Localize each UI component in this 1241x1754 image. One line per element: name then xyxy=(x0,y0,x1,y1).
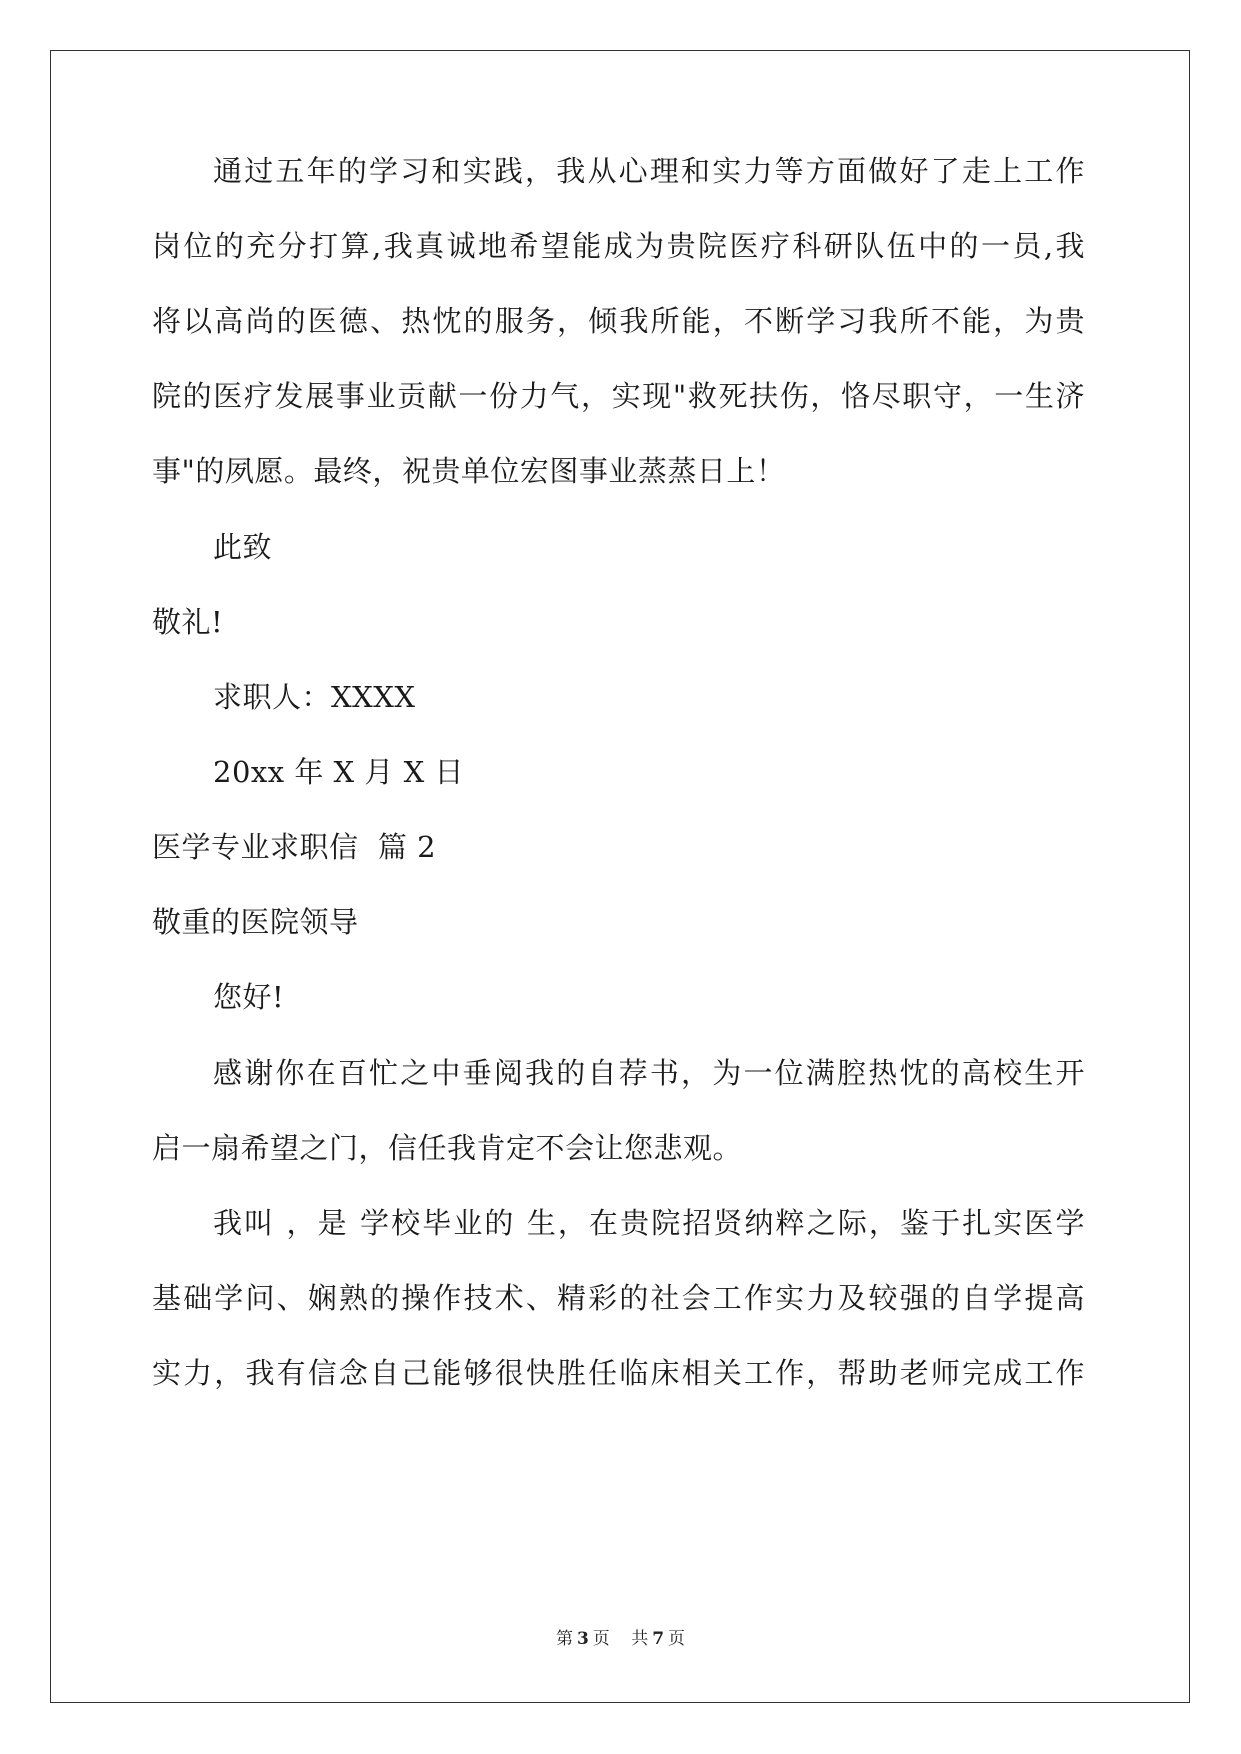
section-title: 医学专业求职信 篇 2 xyxy=(152,830,437,864)
paragraph-line: 院的医疗发展事业贡献一份力气，实现"救死扶伤，恪尽职守，一生济 xyxy=(152,379,1085,413)
salute-text: 敬礼! xyxy=(152,605,224,639)
page-total: 共 7 页 xyxy=(631,1629,686,1649)
page-footer xyxy=(0,1628,1241,1650)
paragraph-line: 实力，我有信念自己能够很快胜任临床相关工作，帮助老师完成工作 xyxy=(152,1356,1085,1390)
date-text: 20xx 年 X 月 X 日 xyxy=(213,755,464,789)
paragraph-line: 基础学问、娴熟的操作技术、精彩的社会工作实力及较强的自学提高 xyxy=(152,1281,1085,1315)
paragraph-line: 岗位的充分打算,我真诚地希望能成为贵院医疗科研队伍中的一员,我 xyxy=(152,229,1085,263)
paragraph-line: 感谢你在百忙之中垂阅我的自荐书，为一位满腔热忱的高校生开 xyxy=(213,1056,1085,1090)
greeting-text: 您好! xyxy=(213,980,285,1014)
closing-text: 此致 xyxy=(213,530,273,564)
paragraph-line: 事"的夙愿。最终，祝贵单位宏图事业蒸蒸日上！ xyxy=(152,454,786,488)
page-border xyxy=(50,50,1190,1703)
page-number: 第 3 页 xyxy=(555,1629,610,1649)
paragraph-line: 将以高尚的医德、热忱的服务，倾我所能，不断学习我所不能，为贵 xyxy=(152,304,1085,338)
paragraph-line: 启一扇希望之门，信任我肯定不会让您悲观。 xyxy=(152,1131,743,1165)
signature-text: 求职人：XXXX xyxy=(213,680,416,714)
paragraph-line: 通过五年的学习和实践，我从心理和实力等方面做好了走上工作 xyxy=(213,154,1085,188)
paragraph-line: 我叫 ，是 学校毕业的 生，在贵院招贤纳粹之际，鉴于扎实医学 xyxy=(213,1206,1085,1240)
recipient-text: 敬重的医院领导 xyxy=(152,905,359,939)
